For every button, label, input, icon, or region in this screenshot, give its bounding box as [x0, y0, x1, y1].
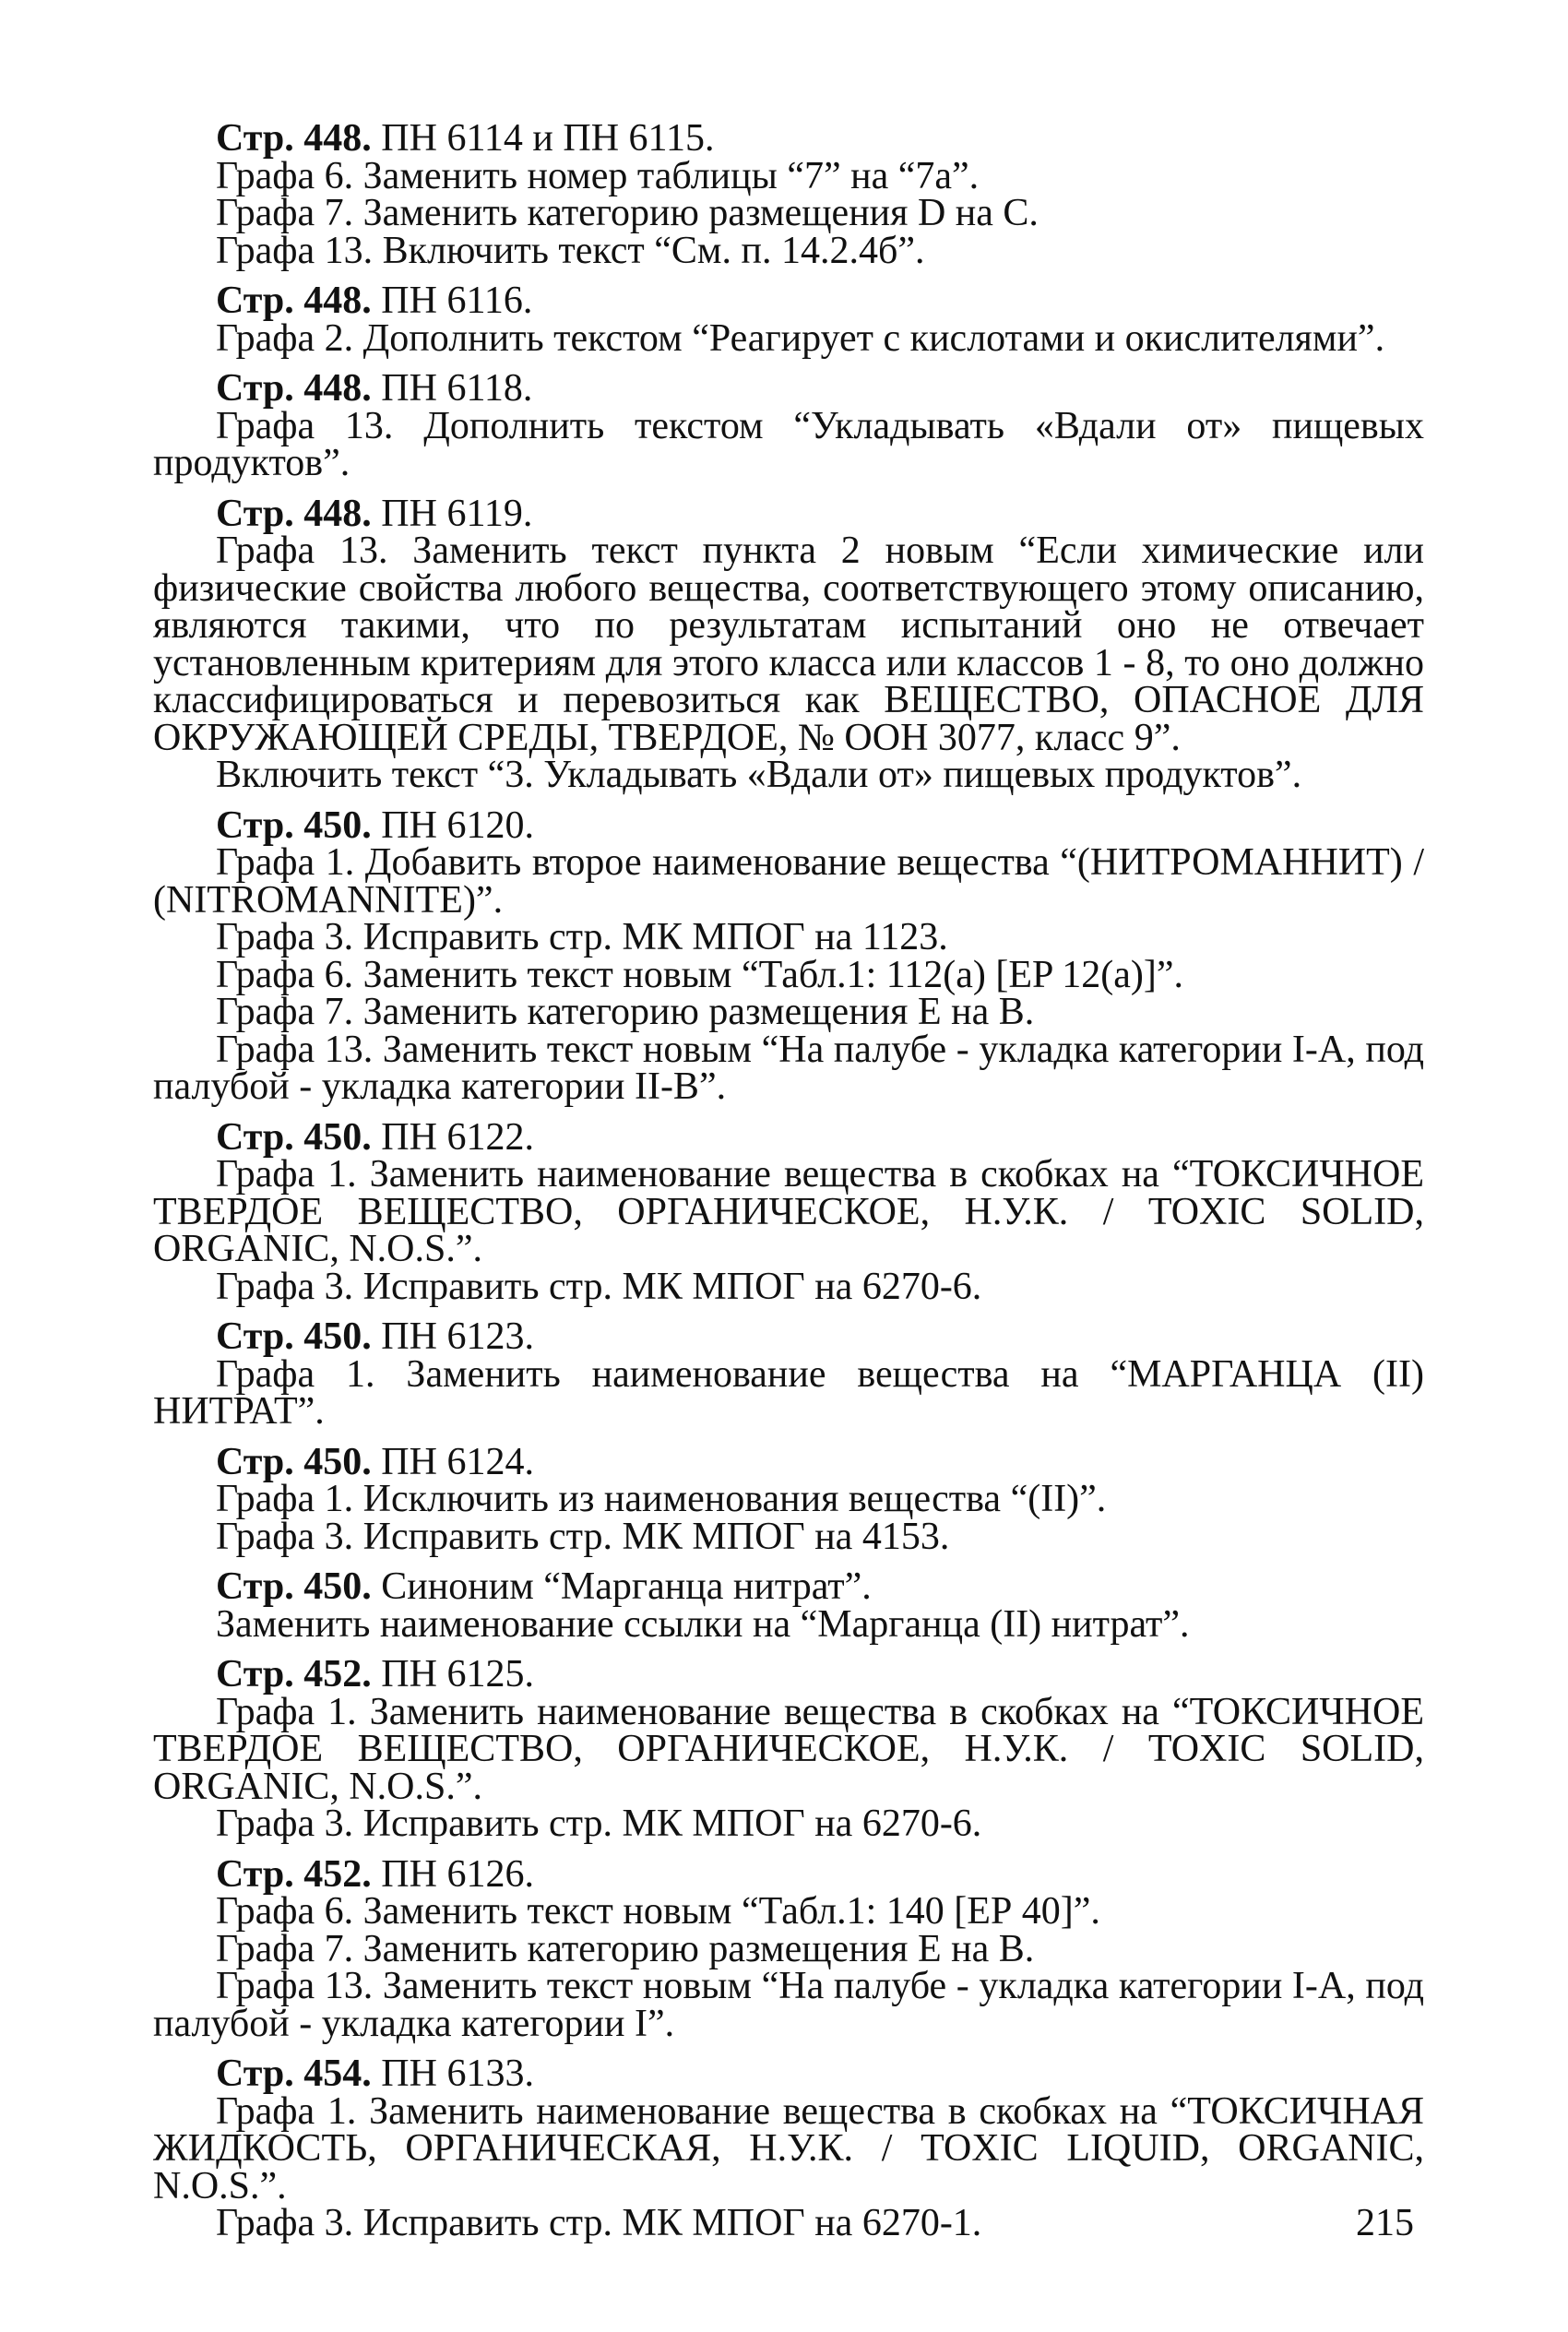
entry-line: Графа 1. Заменить наименование вещества в скобках на “ТОКСИЧНОЕ ТВЕРДОЕ ВЕЩЕСТВО, ОРГАНИЧЕСКОЕ, Н.У.К. / TOXIC SOLID, ORGANIC, N.O.S.”.	[153, 1153, 1424, 1270]
entry-line: Графа 6. Заменить текст новым “Табл.1: 140 [ЕР 40]”.	[216, 1890, 1100, 1933]
entry-4	[153, 492, 1424, 796]
entry-heading	[153, 1653, 1424, 1695]
entry-code: ПН 6125.	[371, 1653, 534, 1695]
entry-12	[153, 2052, 1424, 2244]
entry-code: ПН 6133.	[371, 2052, 534, 2095]
entry-page-ref: Стр. 448.	[216, 367, 372, 410]
entry-code: ПН 6119.	[371, 492, 533, 535]
entry-line: Графа 3. Исправить стр. МК МПОГ на 6270-6.	[216, 1803, 982, 1845]
page-content	[153, 117, 1424, 2255]
entry-line: Включить текст “3. Укладывать «Вдали от» пищевых продуктов”.	[216, 754, 1302, 796]
entry-page-ref: Стр. 452.	[216, 1653, 372, 1695]
entry-code: ПН 6116.	[371, 280, 533, 322]
entry-code: ПН 6114 и ПН 6115.	[371, 117, 715, 160]
entry-line: Графа 7. Заменить категорию размещения Е на В.	[216, 1927, 1035, 1970]
entry-code: ПН 6122.	[371, 1115, 534, 1159]
entry-line: Графа 6. Заменить номер таблицы “7” на “7а”.	[216, 154, 980, 197]
entry-8	[153, 1440, 1424, 1558]
entry-line: Графа 1. Заменить наименование вещества в скобках на “ТОКСИЧНОЕ ТВЕРДОЕ ВЕЩЕСТВО, ОРГАНИЧЕСКОЕ, Н.У.К. / TOXIC SOLID, ORGANIC, N.O.S.”.	[153, 1690, 1424, 1808]
entry-code: ПН 6118.	[371, 367, 533, 410]
entry-heading	[153, 282, 1424, 320]
entry-10	[153, 1653, 1424, 1845]
entry-page-ref: Стр. 450.	[216, 1315, 372, 1358]
entry-line: Графа 7. Заменить категорию размещения D на С.	[216, 192, 1039, 234]
entry-heading	[153, 1852, 1424, 1896]
entry-page-ref: Стр. 448.	[216, 117, 372, 160]
entry-code: ПН 6120.	[371, 803, 534, 847]
entry-line: Графа 2. Дополнить текстом “Реагирует с кислотами и окислителями”.	[216, 316, 1385, 360]
entry-line: Графа 3. Исправить стр. МК МПОГ на 4153.	[216, 1515, 950, 1558]
entry-heading	[153, 1115, 1424, 1159]
entry-page-ref: Стр. 452.	[216, 1852, 372, 1896]
entry-line: Графа 1. Заменить наименование вещества на “МАРГАНЦА (II) НИТРАТ”.	[153, 1352, 1424, 1433]
entry-line: Графа 13. Дополнить текстом “Укладывать «Вдали от» пищевых продуктов”.	[153, 404, 1424, 484]
entry-line: Графа 3. Исправить стр. МК МПОГ на 1123.	[216, 916, 948, 958]
entry-7	[153, 1315, 1424, 1433]
entry-heading	[153, 1565, 1424, 1608]
entry-line: Графа 6. Заменить текст новым “Табл.1: 112(a) [EP 12(a)]”.	[216, 953, 1184, 996]
entry-11	[153, 1852, 1424, 2045]
entry-code: ПН 6126.	[371, 1852, 534, 1896]
entry-page-ref: Стр. 448.	[216, 280, 372, 322]
entry-code: ПН 6123.	[371, 1315, 534, 1358]
entry-line: Графа 7. Заменить категорию размещения Е на В.	[216, 991, 1035, 1033]
entry-heading	[153, 2052, 1424, 2095]
entry-heading	[153, 492, 1424, 535]
entry-heading	[153, 1315, 1424, 1358]
entry-code: ПН 6124.	[371, 1440, 534, 1483]
entry-page-ref: Стр. 448.	[216, 492, 372, 535]
entry-page-ref: Стр. 450.	[216, 1115, 372, 1159]
entry-2	[153, 280, 1424, 360]
entry-line: Заменить наименование ссылки на “Марганца (II) нитрат”.	[216, 1602, 1190, 1646]
entry-line: Графа 13. Заменить текст новым “На палубе - укладка категории I-А, под палубой - укладка категории I”.	[153, 1965, 1424, 2045]
entry-3	[153, 367, 1424, 484]
entry-1	[153, 117, 1424, 272]
entry-line: Графа 1. Заменить наименование вещества в скобках на “ТОКСИЧНАЯ ЖИДКОСТЬ, ОРГАНИЧЕСКАЯ, Н.У.К. / TOXIC LIQUID, ORGANIC, N.O.S.”.	[153, 2089, 1424, 2207]
entry-heading	[153, 117, 1424, 160]
entry-line: Графа 13. Заменить текст новым “На палубе - укладка категории I-А, под палубой - укладка категории II-В”.	[153, 1028, 1424, 1108]
entry-6	[153, 1115, 1424, 1308]
entry-page-ref: Стр. 450.	[216, 1565, 372, 1608]
entry-page-ref: Стр. 454.	[216, 2052, 372, 2095]
entry-line: Графа 13. Заменить текст пункта 2 новым “Если химические или физические свойства любого вещества, соответствующего этому описанию, являются такими, что по результатам испытаний оно не отвечает установленным критериям для этого класса или классов 1 - 8, то оно должно классифицироваться и перевозиться как ВЕЩЕСТВО, ОПАСНОЕ ДЛЯ ОКРУЖАЮЩЕЙ СРЕДЫ, ТВЕРДОЕ, № ООН 3077, класс 9”.	[153, 529, 1424, 759]
entry-5	[153, 803, 1424, 1108]
entry-9	[153, 1565, 1424, 1646]
entry-heading	[153, 1440, 1424, 1483]
entry-page-ref: Стр. 450.	[216, 803, 372, 847]
entry-page-ref: Стр. 450.	[216, 1440, 372, 1483]
entry-line: Графа 3. Исправить стр. МК МПОГ на 6270-6.	[216, 1265, 982, 1308]
entry-line: Графа 1. Добавить второе наименование вещества “(НИТРОМАННИТ) / (NITROMANNITE)”.	[153, 841, 1424, 922]
entry-line: Графа 3. Исправить стр. МК МПОГ на 6270-1.	[216, 2202, 982, 2244]
entry-heading	[153, 803, 1424, 847]
entry-code: Синоним “Марганца нитрат”.	[371, 1565, 872, 1608]
entry-heading	[153, 367, 1424, 410]
page-number: 215	[1356, 2202, 1414, 2244]
entry-line: Графа 13. Включить текст “См. п. 14.2.4б”.	[216, 229, 925, 272]
entry-line: Графа 1. Исключить из наименования вещества “(II)”.	[216, 1478, 1107, 1520]
